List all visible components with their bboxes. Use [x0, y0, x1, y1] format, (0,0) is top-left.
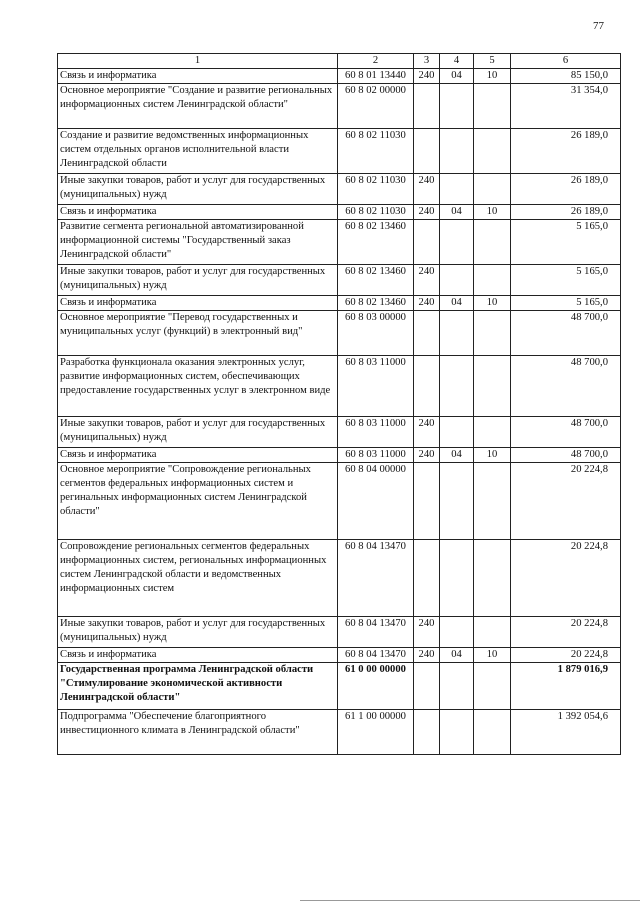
table-row: [58, 617, 621, 648]
row-col4-cell: [440, 663, 474, 710]
table-row: [58, 648, 621, 663]
row-code-cell: 61 1 00 00000: [338, 710, 414, 755]
row-col5-cell: [474, 265, 511, 296]
row-code-cell: 60 8 02 11030: [338, 205, 414, 220]
row-col5-cell: [474, 617, 511, 648]
row-name-cell: Связь и информатика: [58, 69, 338, 84]
row-amount-cell: 48 700,0: [511, 311, 621, 356]
row-code-cell: 60 8 02 11030: [338, 129, 414, 174]
row-name-cell: Связь и информатика: [58, 296, 338, 311]
row-col3-cell: [414, 311, 440, 356]
row-col5-cell: 10: [474, 69, 511, 84]
row-amount-cell: 26 189,0: [511, 205, 621, 220]
row-col4-cell: [440, 617, 474, 648]
row-col3-cell: 240: [414, 69, 440, 84]
row-name-cell: Государственная программа Ленинградской области "Стимулирование экономической активности Ленинградской области": [58, 663, 338, 710]
row-code-cell: 60 8 03 11000: [338, 417, 414, 448]
table-row: [58, 417, 621, 448]
header-col-4: 4: [440, 54, 474, 69]
header-col-2: 2: [338, 54, 414, 69]
row-col3-cell: 240: [414, 174, 440, 205]
row-col4-cell: [440, 84, 474, 129]
row-col3-cell: 240: [414, 648, 440, 663]
row-code-cell: 61 0 00 00000: [338, 663, 414, 710]
row-col4-cell: 04: [440, 648, 474, 663]
row-col5-cell: [474, 463, 511, 540]
table-header-row: [58, 54, 621, 69]
row-col4-cell: 04: [440, 296, 474, 311]
row-col4-cell: [440, 265, 474, 296]
row-col4-cell: [440, 129, 474, 174]
row-col3-cell: 240: [414, 265, 440, 296]
row-col5-cell: [474, 417, 511, 448]
row-name-cell: Иные закупки товаров, работ и услуг для государственных (муниципальных) нужд: [58, 417, 338, 448]
row-code-cell: 60 8 03 11000: [338, 356, 414, 417]
row-code-cell: 60 8 04 13470: [338, 617, 414, 648]
row-code-cell: 60 8 04 00000: [338, 463, 414, 540]
table-row: [58, 710, 621, 755]
row-code-cell: 60 8 02 00000: [338, 84, 414, 129]
row-col3-cell: [414, 540, 440, 617]
row-col5-cell: 10: [474, 205, 511, 220]
table-row: [58, 296, 621, 311]
row-col5-cell: 10: [474, 648, 511, 663]
row-name-cell: Иные закупки товаров, работ и услуг для государственных (муниципальных) нужд: [58, 617, 338, 648]
row-amount-cell: 5 165,0: [511, 265, 621, 296]
row-name-cell: Связь и информатика: [58, 205, 338, 220]
row-name-cell: Связь и информатика: [58, 648, 338, 663]
row-code-cell: 60 8 02 11030: [338, 174, 414, 205]
row-code-cell: 60 8 02 13460: [338, 220, 414, 265]
header-col-5: 5: [474, 54, 511, 69]
row-col4-cell: [440, 356, 474, 417]
row-col4-cell: 04: [440, 205, 474, 220]
row-amount-cell: 20 224,8: [511, 617, 621, 648]
row-amount-cell: 48 700,0: [511, 417, 621, 448]
row-col4-cell: [440, 463, 474, 540]
row-col3-cell: [414, 129, 440, 174]
row-amount-cell: 5 165,0: [511, 296, 621, 311]
row-amount-cell: 85 150,0: [511, 69, 621, 84]
table-row: [58, 220, 621, 265]
table-row: [58, 311, 621, 356]
row-col3-cell: 240: [414, 205, 440, 220]
budget-table-body: [58, 54, 621, 755]
header-col-3: 3: [414, 54, 440, 69]
table-row: [58, 663, 621, 710]
row-col4-cell: [440, 174, 474, 205]
row-name-cell: Основное мероприятие "Сопровождение региональных сегментов федеральных информационных систем и регинальных информационных систем Ленинградской области": [58, 463, 338, 540]
row-col5-cell: [474, 356, 511, 417]
row-name-cell: Иные закупки товаров, работ и услуг для государственных (муниципальных) нужд: [58, 265, 338, 296]
row-col3-cell: [414, 663, 440, 710]
row-col4-cell: 04: [440, 448, 474, 463]
row-col3-cell: [414, 356, 440, 417]
budget-table: [57, 53, 621, 755]
row-name-cell: Основное мероприятие "Создание и развитие региональных информационных систем Ленинградской области": [58, 84, 338, 129]
row-col5-cell: [474, 311, 511, 356]
table-row: [58, 84, 621, 129]
table-row: [58, 540, 621, 617]
row-col3-cell: [414, 84, 440, 129]
table-row: [58, 205, 621, 220]
row-col4-cell: [440, 710, 474, 755]
row-col3-cell: 240: [414, 617, 440, 648]
row-name-cell: Связь и информатика: [58, 448, 338, 463]
row-amount-cell: 48 700,0: [511, 356, 621, 417]
row-name-cell: Иные закупки товаров, работ и услуг для государственных (муниципальных) нужд: [58, 174, 338, 205]
row-amount-cell: 26 189,0: [511, 174, 621, 205]
page-number: 77: [593, 20, 604, 32]
row-code-cell: 60 8 01 13440: [338, 69, 414, 84]
table-row: [58, 69, 621, 84]
table-row: [58, 129, 621, 174]
row-name-cell: Разработка функционала оказания электронных услуг, развитие информационных систем, обеспечивающих предоставление государственных услуг в электронном виде: [58, 356, 338, 417]
table-row: [58, 265, 621, 296]
row-code-cell: 60 8 02 13460: [338, 265, 414, 296]
row-amount-cell: 31 354,0: [511, 84, 621, 129]
page-bottom-rule: [300, 900, 640, 901]
header-col-6: 6: [511, 54, 621, 69]
row-amount-cell: 48 700,0: [511, 448, 621, 463]
row-amount-cell: 20 224,8: [511, 540, 621, 617]
row-amount-cell: 20 224,8: [511, 648, 621, 663]
row-col5-cell: [474, 84, 511, 129]
row-amount-cell: 26 189,0: [511, 129, 621, 174]
row-amount-cell: 20 224,8: [511, 463, 621, 540]
row-code-cell: 60 8 03 11000: [338, 448, 414, 463]
row-col5-cell: [474, 129, 511, 174]
row-col5-cell: 10: [474, 448, 511, 463]
row-col4-cell: 04: [440, 69, 474, 84]
row-name-cell: Основное мероприятие "Перевод государственных и муниципальных услуг (функций) в электронный вид": [58, 311, 338, 356]
row-col4-cell: [440, 311, 474, 356]
table-row: [58, 174, 621, 205]
row-col3-cell: 240: [414, 417, 440, 448]
row-name-cell: Создание и развитие ведомственных информационных систем отдельных органов исполнительной власти Ленинградской области: [58, 129, 338, 174]
row-amount-cell: 1 879 016,9: [511, 663, 621, 710]
row-name-cell: Подпрограмма "Обеспечение благоприятного инвестиционного климата в Ленинградской области": [58, 710, 338, 755]
row-col5-cell: [474, 540, 511, 617]
row-col3-cell: [414, 710, 440, 755]
row-col3-cell: 240: [414, 296, 440, 311]
row-col4-cell: [440, 220, 474, 265]
row-col5-cell: [474, 663, 511, 710]
table-row: [58, 448, 621, 463]
header-col-1: 1: [58, 54, 338, 69]
row-name-cell: Развитие сегмента региональной автоматизированной информационной системы "Государственный заказ Ленинградской области": [58, 220, 338, 265]
row-code-cell: 60 8 02 13460: [338, 296, 414, 311]
row-col3-cell: 240: [414, 448, 440, 463]
table-row: [58, 356, 621, 417]
row-col5-cell: [474, 710, 511, 755]
row-col5-cell: [474, 220, 511, 265]
row-code-cell: 60 8 04 13470: [338, 540, 414, 617]
row-col4-cell: [440, 417, 474, 448]
row-col5-cell: [474, 174, 511, 205]
row-col3-cell: [414, 220, 440, 265]
row-col4-cell: [440, 540, 474, 617]
table-row: [58, 463, 621, 540]
row-amount-cell: 5 165,0: [511, 220, 621, 265]
row-name-cell: Сопровождение региональных сегментов федеральных информационных систем, региональных информационных систем Ленинградской области и ведомственных информационных систем: [58, 540, 338, 617]
row-code-cell: 60 8 04 13470: [338, 648, 414, 663]
row-col5-cell: 10: [474, 296, 511, 311]
row-amount-cell: 1 392 054,6: [511, 710, 621, 755]
row-col3-cell: [414, 463, 440, 540]
row-code-cell: 60 8 03 00000: [338, 311, 414, 356]
